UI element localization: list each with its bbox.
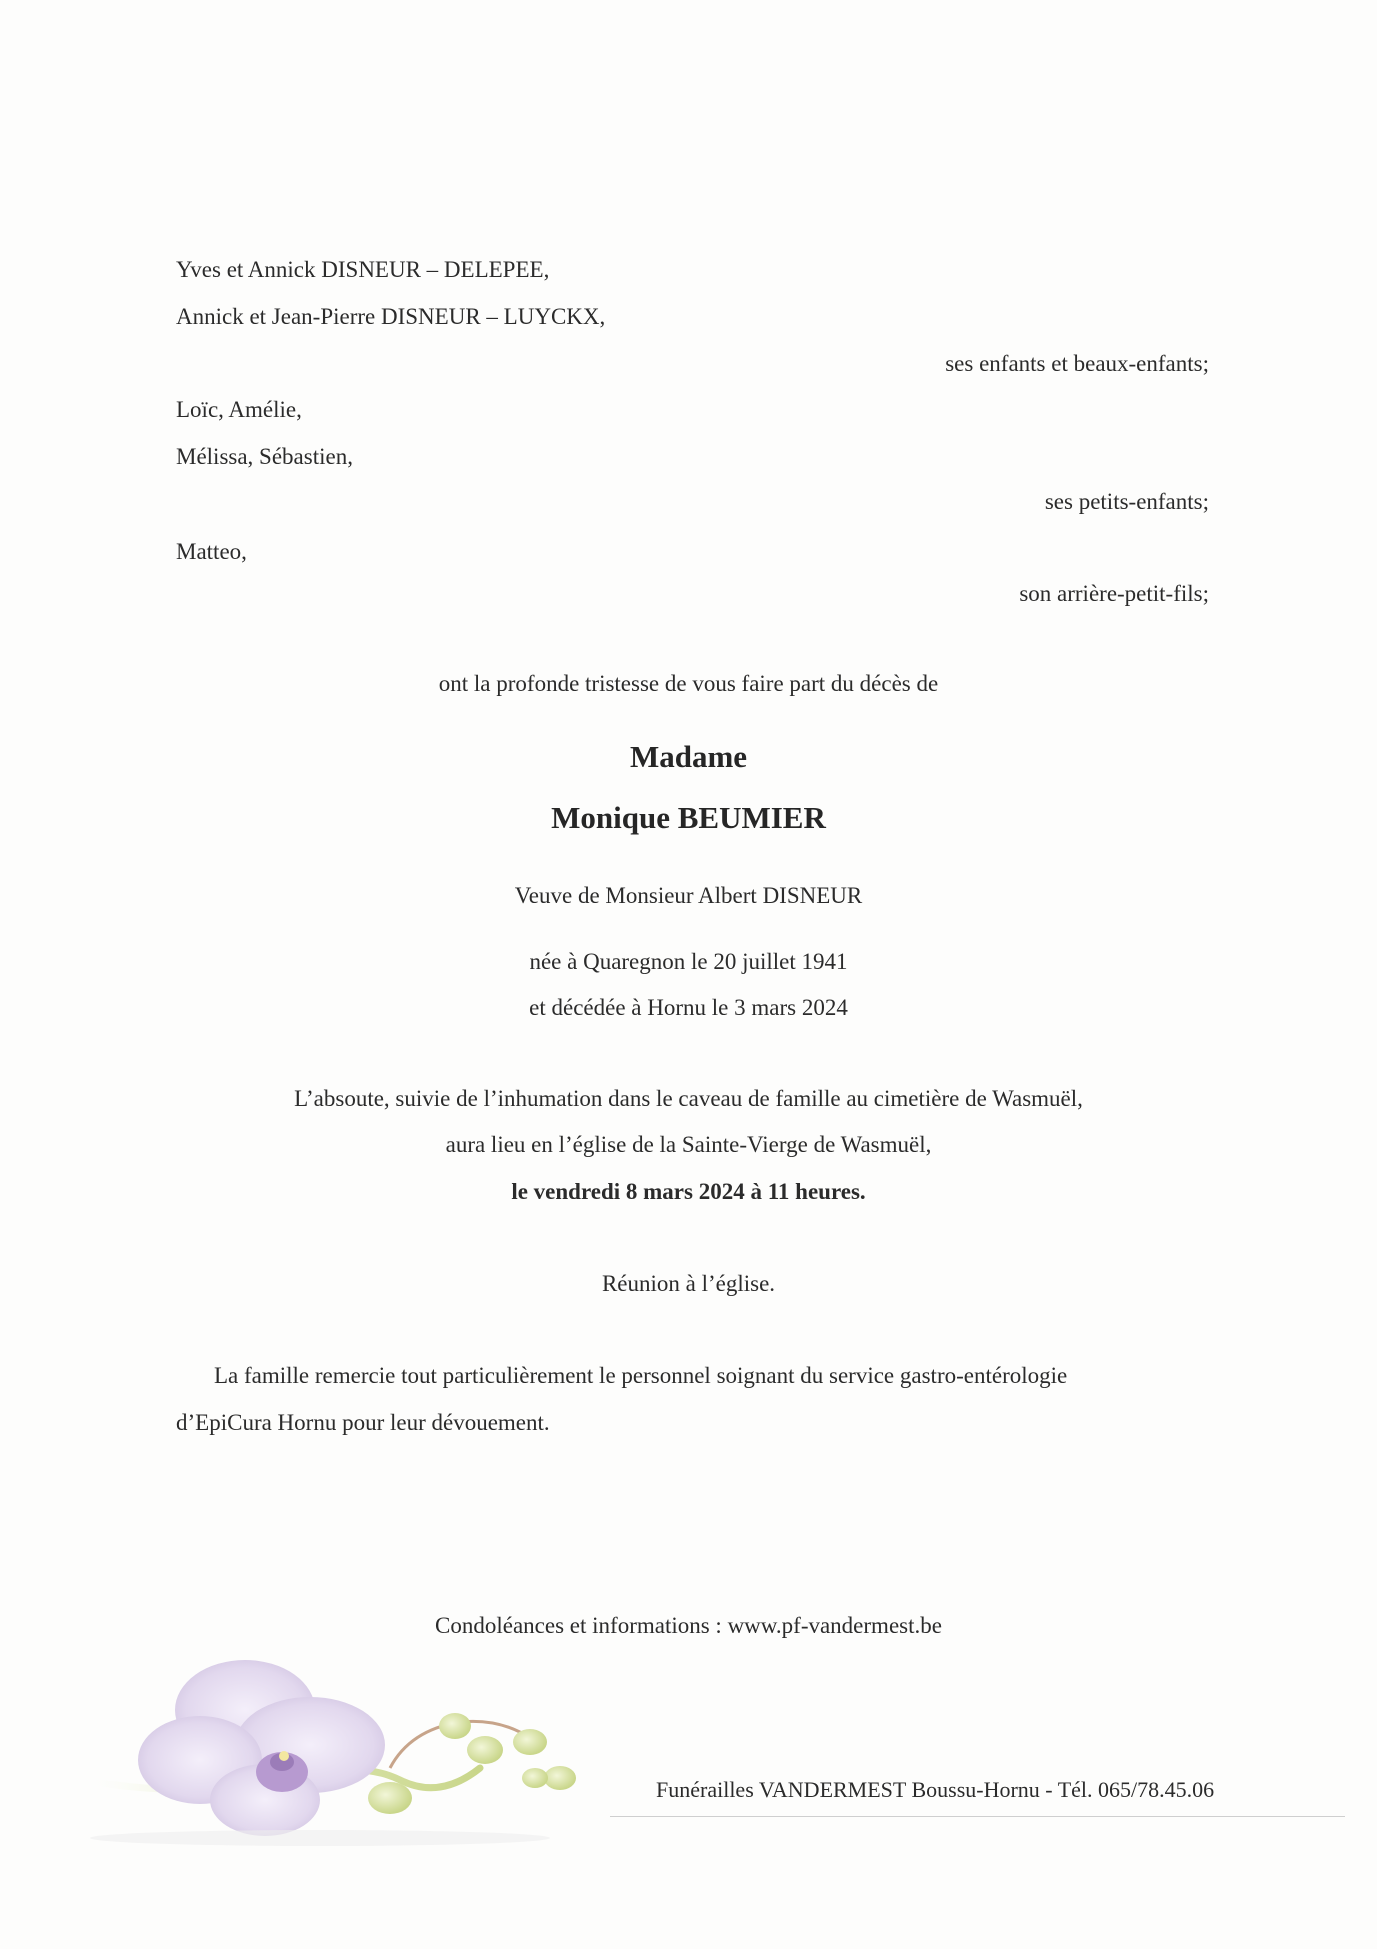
deceased-name: Monique BEUMIER bbox=[551, 800, 826, 835]
meeting-info: Réunion à l’église. bbox=[601, 1271, 776, 1296]
great-grandchild-role: son arrière-petit-fils; bbox=[1019, 581, 1209, 606]
ceremony-date-time: le vendredi 8 mars 2024 à 11 heures. bbox=[511, 1179, 866, 1204]
ceremony-line-1: L’absoute, suivie de l’inhumation dans le caveau de famille au cimetière de Wasmuël, bbox=[294, 1086, 1083, 1111]
footer-divider bbox=[610, 1816, 1345, 1817]
children-line-1: Yves et Annick DISNEUR – DELEPEE, bbox=[176, 257, 550, 282]
condolences-info: Condoléances et informations : www.pf-vandermest.be bbox=[435, 1613, 942, 1638]
widow-of: Veuve de Monsieur Albert DISNEUR bbox=[514, 883, 863, 908]
death-info: et décédée à Hornu le 3 mars 2024 bbox=[529, 995, 848, 1020]
deceased-title: Madame bbox=[629, 739, 748, 774]
great-grandchild: Matteo, bbox=[176, 539, 247, 564]
children-role: ses enfants et beaux-enfants; bbox=[945, 351, 1209, 376]
children-line-2: Annick et Jean-Pierre DISNEUR – LUYCKX, bbox=[176, 304, 606, 329]
ceremony-line-2: aura lieu en l’église de la Sainte-Vierge de Wasmuël, bbox=[445, 1132, 932, 1157]
orchid-flower-illustration bbox=[60, 1650, 620, 1850]
funeral-home-info: Funérailles VANDERMEST Boussu-Hornu - Tél. 065/78.45.06 bbox=[656, 1777, 1215, 1802]
announcement-intro: ont la profonde tristesse de vous faire part du décès de bbox=[438, 671, 939, 696]
birth-info: née à Quaregnon le 20 juillet 1941 bbox=[529, 949, 848, 974]
grandchildren-line-2: Mélissa, Sébastien, bbox=[176, 444, 353, 469]
grandchildren-line-1: Loïc, Amélie, bbox=[176, 397, 302, 422]
thanks-line-1: La famille remercie tout particulièrement le personnel soignant du service gastro-entérologie bbox=[214, 1363, 1068, 1388]
thanks-line-2: d’EpiCura Hornu pour leur dévouement. bbox=[176, 1410, 550, 1435]
grandchildren-role: ses petits-enfants; bbox=[1044, 489, 1209, 514]
